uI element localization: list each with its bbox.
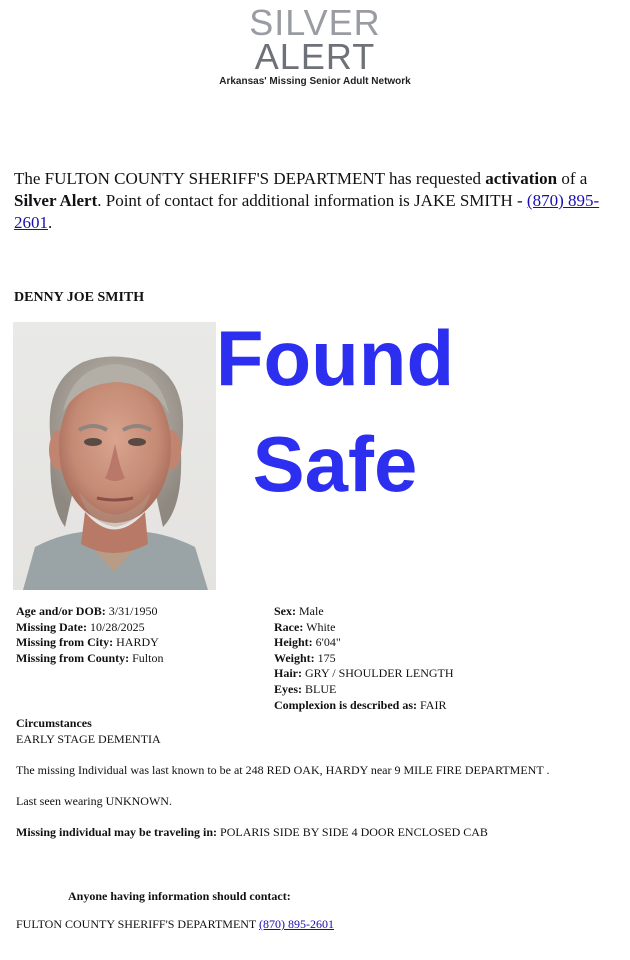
detail-label: Missing Date: — [16, 619, 87, 634]
logo-tagline: Arkansas' Missing Senior Adult Network — [219, 76, 411, 87]
intro-text-3: . Point of contact for additional information is JAKE SMITH - — [97, 191, 527, 210]
detail-complexion — [274, 698, 454, 714]
silver-alert-logo — [0, 2, 630, 87]
detail-label: Missing from County: — [16, 650, 130, 665]
detail-race — [274, 620, 454, 636]
circumstances-heading: Circumstances — [16, 716, 92, 730]
detail-label: Race: — [274, 619, 304, 634]
detail-label: Eyes: — [274, 681, 302, 696]
intro-bold-silver-alert: Silver Alert — [14, 191, 98, 210]
logo-silver-text: SILVER — [249, 2, 381, 43]
detail-value: HARDY — [113, 635, 159, 650]
last-seen-wearing: Last seen wearing UNKNOWN. — [16, 794, 172, 808]
detail-value: Fulton — [129, 650, 164, 665]
detail-value: 6'04" — [312, 635, 341, 650]
detail-label: Hair: — [274, 666, 302, 681]
circumstances-text: EARLY STAGE DEMENTIA — [16, 731, 161, 746]
detail-value: FAIR — [417, 697, 447, 712]
vehicle-info — [16, 825, 616, 841]
detail-eyes — [274, 682, 454, 698]
status-safe-text: Safe — [252, 420, 418, 508]
detail-value: 3/31/1950 — [105, 604, 158, 618]
detail-label: Height: — [274, 635, 313, 650]
contact-phone-link[interactable]: (870) 895-2601 — [14, 191, 600, 232]
intro-text-2: of a — [557, 169, 588, 188]
intro-text-1: The FULTON COUNTY SHERIFF'S DEPARTMENT has requested — [14, 169, 486, 188]
detail-weight — [274, 651, 454, 667]
detail-value: 175 — [314, 650, 336, 665]
intro-bold-activation: activation — [485, 169, 558, 188]
details-right-column — [274, 604, 454, 713]
person-photo — [13, 322, 216, 590]
detail-label: Weight: — [274, 650, 315, 665]
detail-value: BLUE — [302, 681, 337, 696]
detail-value: 10/28/2025 — [87, 619, 145, 634]
logo-alert-text: ALERT — [254, 36, 376, 77]
person-photo-illustration — [13, 322, 216, 590]
detail-value: GRY / SHOULDER LENGTH — [302, 666, 454, 681]
contact-phone-link-footer[interactable]: (870) 895-2601 — [259, 917, 335, 931]
detail-label: Missing from City: — [16, 635, 114, 650]
detail-missing-date — [16, 620, 163, 636]
detail-label: Sex: — [274, 604, 296, 618]
intro-text-4: . — [48, 213, 53, 232]
last-known-location: The missing Individual was last known to be at 248 RED OAK, HARDY near 9 MILE FIRE DEPARTMENT . — [16, 763, 550, 777]
contact-heading-text: Anyone having information should contact: — [68, 889, 291, 903]
contact-line — [16, 917, 616, 933]
detail-hair — [274, 666, 454, 682]
vehicle-value: POLARIS SIDE BY SIDE 4 DOOR ENCLOSED CAB — [217, 825, 488, 839]
found-safe-status — [200, 305, 470, 517]
contact-heading — [68, 889, 568, 905]
detail-missing-city — [16, 635, 163, 651]
detail-age-dob — [16, 604, 163, 620]
detail-missing-county — [16, 651, 163, 667]
details-left-column — [16, 604, 163, 666]
detail-height — [274, 635, 454, 651]
vehicle-label: Missing individual may be traveling in: — [16, 825, 218, 839]
detail-value: White — [303, 619, 336, 634]
contact-agency: FULTON COUNTY SHERIFF'S DEPARTMENT — [16, 917, 260, 931]
status-found-text: Found — [215, 314, 455, 402]
person-name: DENNY JOE SMITH — [14, 290, 145, 305]
detail-value: Male — [296, 604, 324, 618]
detail-sex — [274, 604, 454, 620]
detail-label: Complexion is described as: — [274, 697, 418, 712]
circumstances-section — [16, 716, 616, 747]
detail-label: Age and/or DOB: — [16, 604, 106, 618]
intro-paragraph — [14, 168, 624, 234]
